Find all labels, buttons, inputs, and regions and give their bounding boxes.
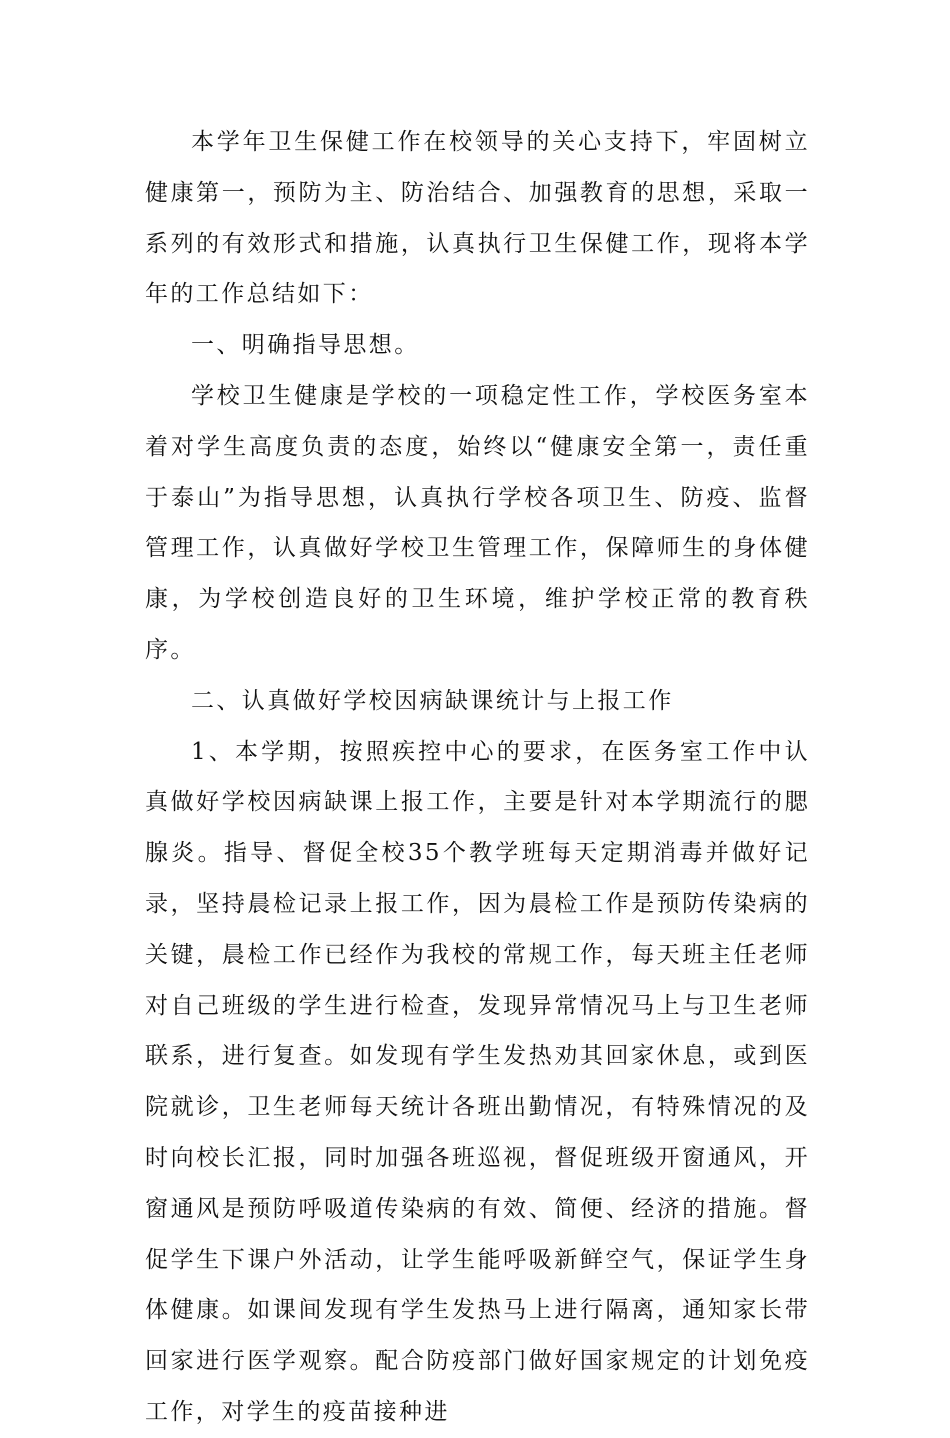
section-heading-1: 一、明确指导思想。 bbox=[191, 332, 420, 359]
section-2-paragraph: 1、本学期，按照疾控中心的要求，在医务室工作中认真做好学校因病缺课上报工作，主要是针对本学期流行的腮腺炎。指导、督促全校35个教学班每天定期消毒并做好记录，坚持晨检记录上报工作，因为晨检工作是预防传染病的关键，晨检工作已经作为我校的常规工作，每天班主任老师对自己班级的学生进行检查，发现异常情况马上与卫生老师联系，进行复查。如发现有学生发热劝其回家休息，或到医院就诊，卫生老师每天统计各班出勤情况，有特殊情况的及时向校长汇报，同时加强各班巡视，督促班级开窗通风，开窗通风是预防呼吸道传染病的有效、简便、经济的措施。督促学生下课户外活动，让学生能呼吸新鲜空气，保证学生身体健康。如课间发现有学生发热马上进行隔离，通知家长带回家进行医学观察。配合防疫部门做好国家规定的计划免疫工作，对学生的疫苗接种进 bbox=[145, 738, 810, 1425]
intro-paragraph: 本学年卫生保健工作在校领导的关心支持下，牢固树立健康第一，预防为主、防治结合、加强教育的思想，采取一系列的有效形式和措施，认真执行卫生保健工作，现将本学年的工作总结如下： bbox=[145, 129, 810, 308]
document-body bbox=[145, 117, 810, 1438]
section-1-paragraph: 学校卫生健康是学校的一项稳定性工作，学校医务室本着对学生高度负责的态度，始终以“健康安全第一，责任重于泰山”为指导思想，认真执行学校各项卫生、防疫、监督管理工作，认真做好学校卫生管理工作，保障师生的身体健康，为学校创造良好的卫生环境，维护学校正常的教育秩序。 bbox=[145, 382, 810, 663]
section-heading-2: 二、认真做好学校因病缺课统计与上报工作 bbox=[191, 687, 674, 714]
